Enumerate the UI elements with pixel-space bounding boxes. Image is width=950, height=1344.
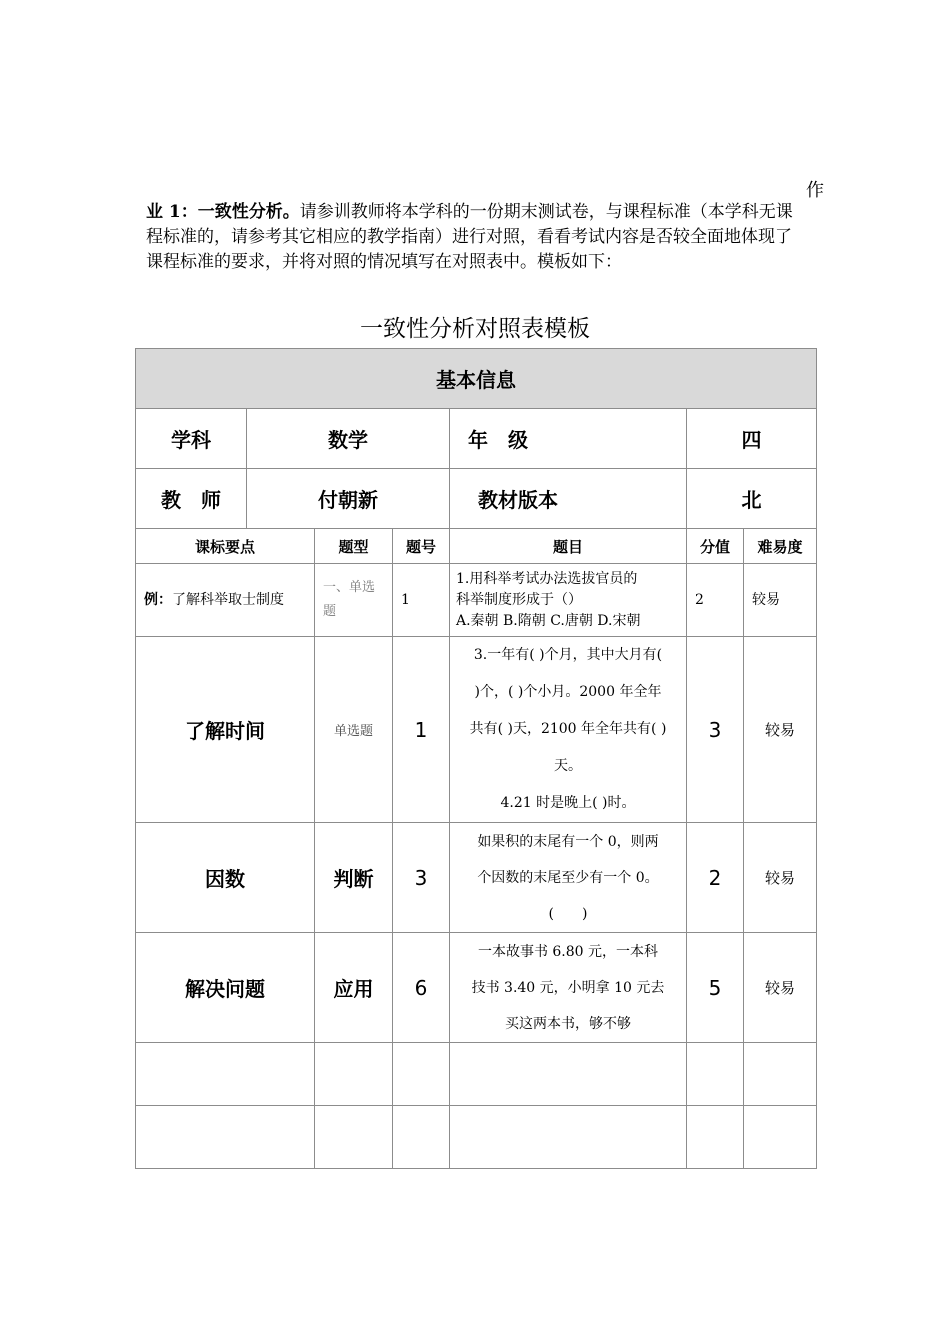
empty-cell[interactable] bbox=[393, 1043, 450, 1106]
intro-text: 请参训教师将本学科的一份期末测试卷，与课程标准（本学科无课程标准的，请参考其它相应的教学指南）进行对照，看看考试内容是否较全面地体现了课程标准的要求，并将对照的情况填写在对照表中。模板如下： bbox=[146, 202, 793, 272]
row-difficulty: 较易 bbox=[744, 933, 817, 1043]
empty-cell[interactable] bbox=[136, 1043, 315, 1106]
empty-row bbox=[136, 1106, 817, 1169]
empty-cell[interactable] bbox=[315, 1043, 393, 1106]
subject-label: 学科 bbox=[136, 409, 247, 469]
empty-cell[interactable] bbox=[687, 1043, 744, 1106]
col-number: 题号 bbox=[393, 529, 450, 564]
edition-value: 北 bbox=[687, 469, 817, 529]
consistency-table bbox=[135, 348, 817, 1169]
table-row bbox=[136, 637, 817, 823]
row-difficulty: 较易 bbox=[744, 637, 817, 823]
intro-bold-lead: 业 1：一致性分析。 bbox=[146, 202, 300, 222]
intro-paragraph bbox=[146, 200, 806, 275]
empty-cell[interactable] bbox=[450, 1106, 687, 1169]
example-point: 例：了解科举取士制度 bbox=[136, 564, 315, 637]
example-row bbox=[136, 564, 817, 637]
row-number: 1 bbox=[393, 637, 450, 823]
row-type: 判断 bbox=[315, 823, 393, 933]
row-number: 6 bbox=[393, 933, 450, 1043]
col-point: 课标要点 bbox=[136, 529, 315, 564]
row-difficulty: 较易 bbox=[744, 823, 817, 933]
col-type: 题型 bbox=[315, 529, 393, 564]
empty-cell[interactable] bbox=[315, 1106, 393, 1169]
col-difficulty: 难易度 bbox=[744, 529, 817, 564]
basic-info-header: 基本信息 bbox=[136, 349, 817, 409]
example-type: 一、单选题 bbox=[315, 564, 393, 637]
table-row bbox=[136, 933, 817, 1043]
empty-cell[interactable] bbox=[744, 1106, 817, 1169]
row-number: 3 bbox=[393, 823, 450, 933]
grade-value: 四 bbox=[687, 409, 817, 469]
example-score: 2 bbox=[687, 564, 744, 637]
row-point: 解决问题 bbox=[136, 933, 315, 1043]
example-number: 1 bbox=[393, 564, 450, 637]
empty-cell[interactable] bbox=[393, 1106, 450, 1169]
row-question: 一本故事书 6.80 元，一本科 技书 3.40 元，小明拿 10 元去 买这两本书，够不够 bbox=[450, 933, 687, 1043]
row-point: 了解时间 bbox=[136, 637, 315, 823]
empty-cell[interactable] bbox=[744, 1043, 817, 1106]
row-point: 因数 bbox=[136, 823, 315, 933]
empty-cell[interactable] bbox=[450, 1043, 687, 1106]
example-difficulty: 较易 bbox=[744, 564, 817, 637]
teacher-value: 付朝新 bbox=[247, 469, 450, 529]
column-header-row bbox=[136, 529, 817, 564]
info-row-2 bbox=[136, 469, 817, 529]
row-type: 应用 bbox=[315, 933, 393, 1043]
header-char: 作 bbox=[806, 180, 824, 201]
edition-label: 教材版本 bbox=[450, 469, 687, 529]
row-question: 如果积的末尾有一个 0，则两 个因数的末尾至少有一个 0。 ( ) bbox=[450, 823, 687, 933]
row-score: 5 bbox=[687, 933, 744, 1043]
table-row bbox=[136, 823, 817, 933]
empty-cell[interactable] bbox=[687, 1106, 744, 1169]
example-question: 1.用科举考试办法选拔官员的 科举制度形成于（） A.秦朝 B.隋朝 C.唐朝 D.宋朝 bbox=[450, 564, 687, 637]
col-question: 题目 bbox=[450, 529, 687, 564]
grade-label: 年 级 bbox=[450, 409, 687, 469]
empty-row bbox=[136, 1043, 817, 1106]
row-question: 3.一年有( )个月，其中大月有( )个，( )个小月。2000 年全年 共有( )天，2100 年全年共有( ) 天。 4.21 时是晚上( )时。 bbox=[450, 637, 687, 823]
empty-cell[interactable] bbox=[136, 1106, 315, 1169]
row-type: 单选题 bbox=[315, 637, 393, 823]
subject-value: 数学 bbox=[247, 409, 450, 469]
row-score: 2 bbox=[687, 823, 744, 933]
teacher-label: 教 师 bbox=[136, 469, 247, 529]
info-row-1 bbox=[136, 409, 817, 469]
table-title: 一致性分析对照表模板 bbox=[360, 316, 590, 342]
row-score: 3 bbox=[687, 637, 744, 823]
col-score: 分值 bbox=[687, 529, 744, 564]
